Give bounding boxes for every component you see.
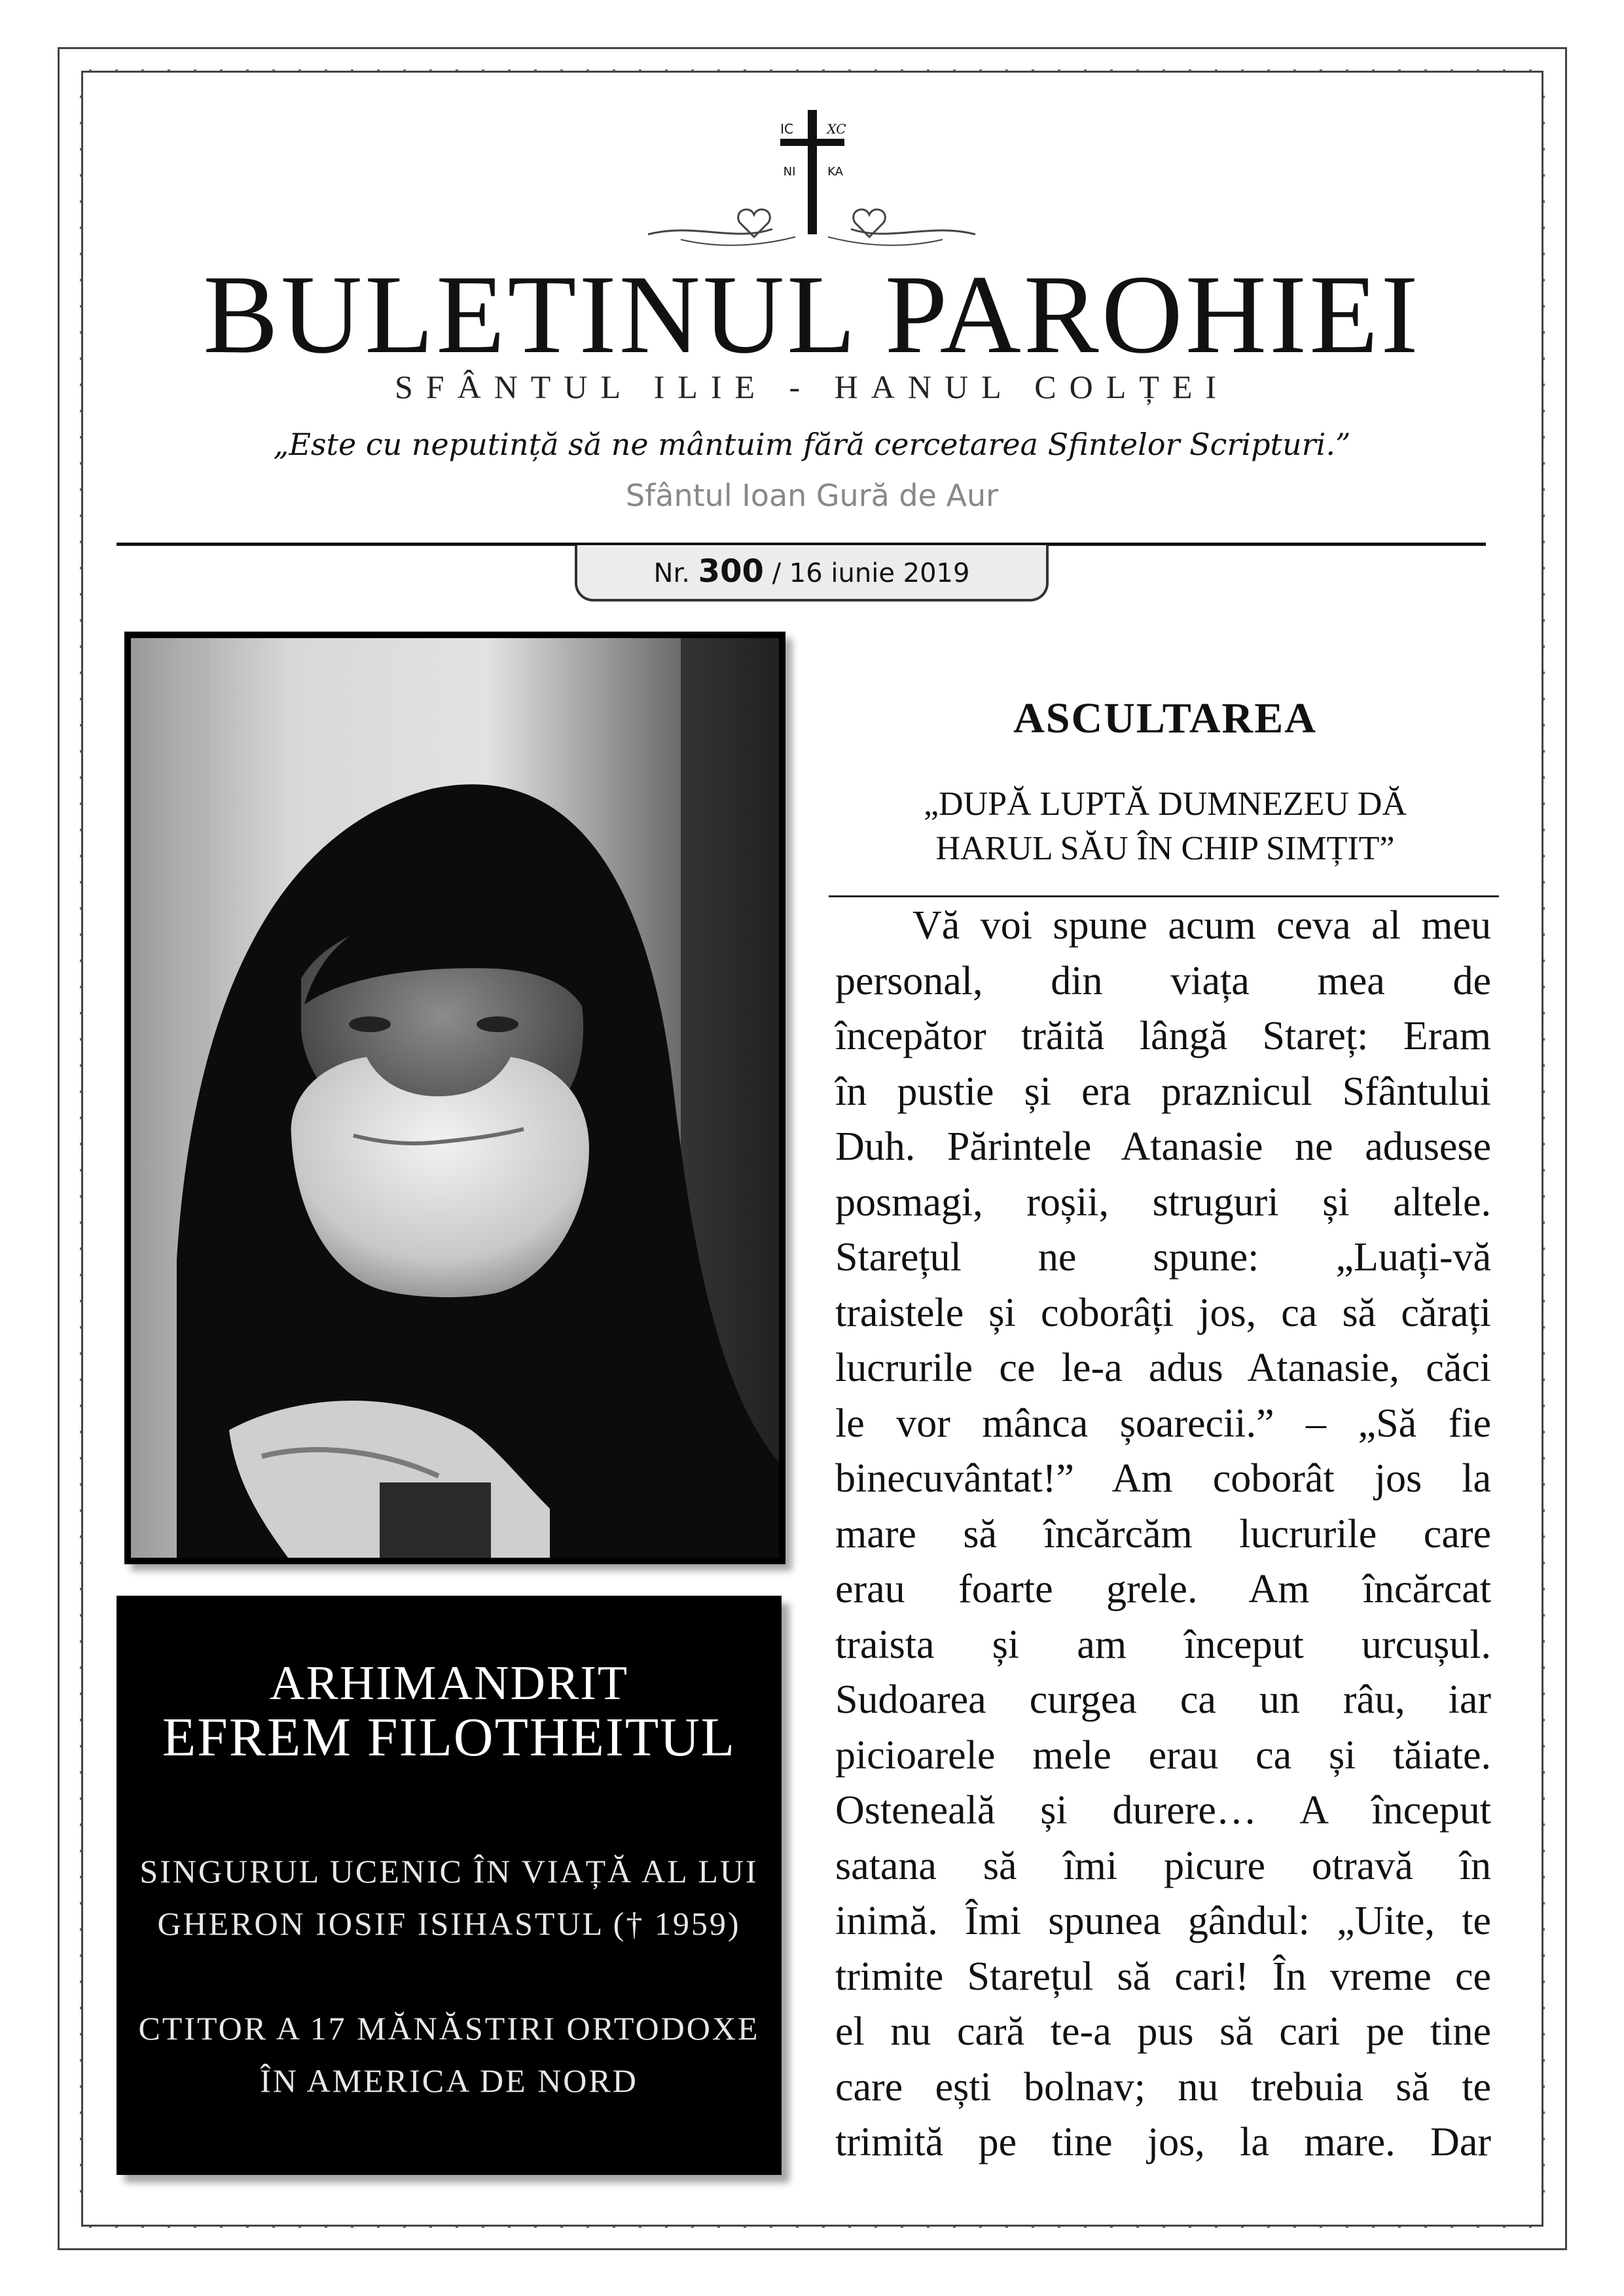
article-line: inimă. Îmi spunea gândul: „Uite, te (835, 1899, 1491, 1943)
flourish-ornament (641, 183, 982, 255)
article-line: Osteneală și durere… A început (835, 1788, 1491, 1833)
article-subtitle-line-1: „DUPĂ LUPTĂ DUMNEZEU DĂ (923, 785, 1407, 823)
article-line: în pustie și era praznicul Sfântului (835, 1069, 1491, 1114)
article-line: începător trăită lângă Stareț: Eram (835, 1014, 1491, 1058)
caption-desc-1a: SINGURUL UCENIC ÎN VIAȚĂ AL LUI (139, 1853, 759, 1890)
article-line: traista și am început urcușul. (835, 1622, 1491, 1667)
article-line: el nu cară te-a pus să cari pe tine (835, 2009, 1491, 2054)
article-subtitle (831, 782, 1499, 871)
article-divider (829, 895, 1499, 897)
portrait-photo (124, 632, 785, 1564)
article-body (835, 898, 1491, 2170)
article-line: posmagi, roșii, struguri și altele. (835, 1179, 1491, 1225)
caption-desc-2b: ÎN AMERICA DE NORD (260, 2062, 638, 2099)
article-line: Duh. Părintele Atanasie ne adusese (835, 1124, 1491, 1169)
article-line: lucrurile ce le-a adus Atanasie, căci (835, 1346, 1491, 1390)
portrait-illustration (131, 638, 779, 1558)
cross-letters-tl: IC (780, 121, 793, 137)
caption-desc-1b: GHERON IOSIF ISIHASTUL († 1959) (157, 1905, 741, 1942)
motto-quote: „Este cu neputință să ne mântuim fără cercetarea Sfintelor Scripturi.” (273, 427, 1351, 462)
article-line: erau foarte grele. Am încărcat (835, 1567, 1491, 1611)
article-line: trimită pe tine jos, la mare. Dar (835, 2120, 1491, 2164)
cross-letters-bl: NI (783, 165, 796, 179)
issue-number: 300 (698, 553, 764, 590)
caption-rank: ARHIMANDRIT (269, 1657, 629, 1710)
parish-name: SFÂNTUL ILIE - HANUL COLȚEI (394, 368, 1230, 405)
caption-desc-2a: CTITOR A 17 MĂNĂSTIRI ORTODOXE (138, 2010, 760, 2047)
article-line: Sudoarea curgea ca un râu, iar (835, 1677, 1491, 1722)
caption-name: EFREM FILOTHEITUL (162, 1707, 736, 1768)
newsletter-title: BULETINUL PAROHIEI (203, 253, 1421, 377)
article-line: personal, din viața mea de (835, 958, 1491, 1003)
subject-caption-panel (117, 1596, 782, 2175)
cross-letters-tr: XC (827, 121, 846, 137)
issue-date: / 16 iunie 2019 (772, 558, 970, 588)
article-line: picioarele mele erau ca și tăiate. (835, 1732, 1491, 1778)
article-line: satana să îmi picure otravă în (835, 1843, 1491, 1888)
article-line: mare să încărcăm lucrurile care (835, 1511, 1491, 1556)
article-line: le vor mânca șoarecii.” – „Să fie (835, 1401, 1491, 1446)
cross-letters-br: KA (827, 165, 843, 179)
article-title: ASCULTAREA (1013, 694, 1317, 742)
issue-prefix: Nr. (653, 558, 690, 588)
motto-author: Sfântul Ioan Gură de Aur (625, 478, 999, 513)
article-subtitle-line-2: HARUL SĂU ÎN CHIP SIMȚIT” (935, 830, 1395, 867)
article-line: care ești bolnav; nu trebuia să te (835, 2064, 1491, 2109)
article-line: Starețul ne spune: „Luați-vă (835, 1235, 1491, 1280)
article-line: binecuvântat!” Am coborât jos la (835, 1456, 1491, 1501)
article-line: trimite Starețul să cari! În vreme ce (835, 1954, 1491, 1999)
article-line: Vă voi spune acum ceva al meu (912, 903, 1491, 948)
article-line: traistele și coborâți jos, ca să cărați (835, 1290, 1491, 1335)
issue-tab (575, 545, 1049, 601)
